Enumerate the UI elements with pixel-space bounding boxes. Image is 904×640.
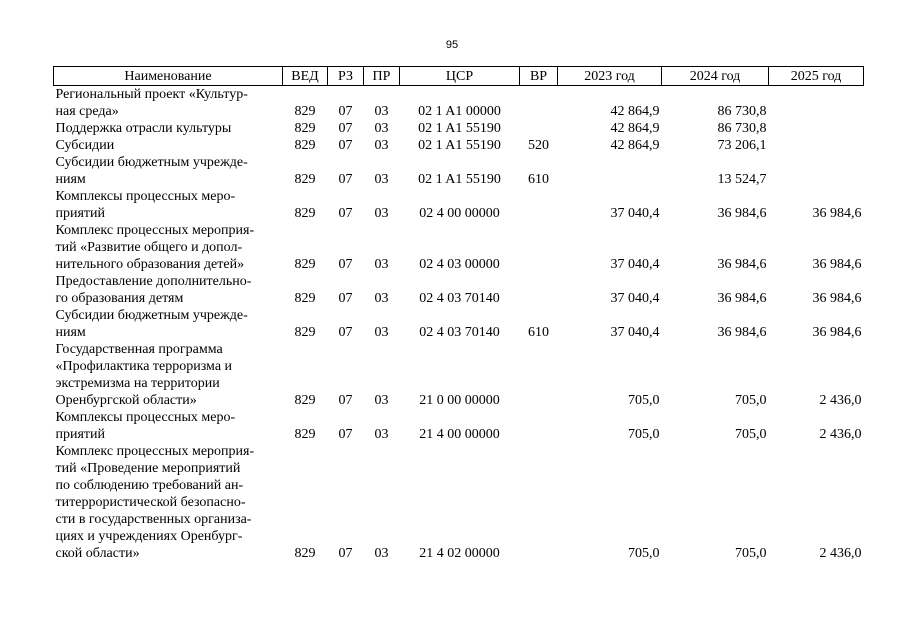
cell-name-line: экстремизма на территории (55, 376, 220, 391)
header-2025: 2025 год (769, 67, 864, 86)
cell-vr (520, 443, 558, 562)
cell-2024: 705,0 (735, 546, 767, 561)
cell-vr: 610 (528, 172, 549, 187)
cell-rz: 07 (338, 393, 353, 408)
table-row (54, 137, 864, 154)
cell-csr: 02 4 00 00000 (419, 206, 500, 221)
cell-pr: 03 (374, 172, 389, 187)
cell-name (54, 443, 283, 562)
cell-rz: 07 (338, 121, 353, 136)
cell-ved: 829 (294, 138, 316, 153)
cell-csr: 02 1 A1 55190 (418, 121, 501, 136)
cell-name-line: Комплекс процессных мероприя- (55, 223, 255, 238)
cell-csr: 02 4 03 00000 (419, 257, 500, 272)
cell-ved: 829 (294, 104, 316, 119)
cell-name-line: Комплексы процессных меро- (55, 410, 236, 425)
cell-pr: 03 (374, 546, 389, 561)
cell-vr (520, 120, 558, 137)
table-row (54, 341, 864, 409)
cell-rz: 07 (338, 138, 353, 153)
cell-2025: 2 436,0 (819, 546, 862, 561)
cell-pr: 03 (374, 206, 389, 221)
cell-2024: 36 984,6 (717, 206, 767, 221)
cell-2023: 37 040,4 (610, 325, 660, 340)
cell-2025: 36 984,6 (812, 206, 862, 221)
cell-csr: 02 1 A1 00000 (418, 104, 501, 119)
table-header-row (54, 67, 864, 86)
cell-name-line: сти в государственных организа- (55, 512, 252, 527)
cell-name-line: Субсидии (55, 138, 115, 153)
cell-rz: 07 (338, 427, 353, 442)
cell-pr: 03 (374, 138, 389, 153)
cell-2025 (769, 120, 864, 137)
cell-name-line: циях и учреждениях Оренбург- (55, 529, 243, 544)
cell-2025: 36 984,6 (812, 325, 862, 340)
cell-ved: 829 (294, 546, 316, 561)
cell-name-line: нительного образования детей» (55, 257, 245, 272)
cell-name-line: Комплекс процессных мероприя- (55, 444, 255, 459)
cell-name (54, 273, 283, 307)
cell-2024: 36 984,6 (717, 291, 767, 306)
cell-rz: 07 (338, 291, 353, 306)
cell-name-line: Субсидии бюджетным учрежде- (55, 155, 248, 170)
cell-name-line: по соблюдению требований ан- (55, 478, 244, 493)
cell-vr: 610 (528, 325, 549, 340)
cell-2023: 705,0 (628, 546, 660, 561)
cell-vr (520, 188, 558, 222)
cell-csr: 21 0 00 00000 (419, 393, 500, 408)
cell-pr: 03 (374, 291, 389, 306)
cell-name (54, 137, 283, 154)
cell-ved: 829 (294, 291, 316, 306)
cell-pr: 03 (374, 427, 389, 442)
table-row (54, 188, 864, 222)
cell-name-line: приятий (55, 427, 106, 442)
cell-vr (520, 409, 558, 443)
cell-name-line: ской области» (55, 546, 140, 561)
cell-name (54, 222, 283, 273)
header-vr: ВР (520, 67, 558, 86)
budget-table (53, 66, 864, 562)
cell-ved: 829 (294, 325, 316, 340)
cell-name-line: «Профилактика терроризма и (55, 359, 233, 374)
cell-name (54, 120, 283, 137)
cell-2023: 42 864,9 (610, 121, 660, 136)
cell-name-line: приятий (55, 206, 106, 221)
cell-2024: 86 730,8 (717, 121, 767, 136)
cell-2024: 73 206,1 (717, 138, 767, 153)
cell-2023: 37 040,4 (610, 206, 660, 221)
cell-2025: 36 984,6 (812, 257, 862, 272)
cell-name-line: Региональный проект «Культур- (55, 87, 248, 102)
cell-ved: 829 (294, 257, 316, 272)
cell-2024: 705,0 (735, 393, 767, 408)
cell-rz: 07 (338, 546, 353, 561)
cell-2023: 705,0 (628, 393, 660, 408)
cell-ved: 829 (294, 393, 316, 408)
cell-2025: 36 984,6 (812, 291, 862, 306)
cell-name-line: го образования детям (55, 291, 184, 306)
cell-vr (520, 222, 558, 273)
header-2024: 2024 год (662, 67, 769, 86)
cell-2023: 42 864,9 (610, 138, 660, 153)
cell-name-line: титеррористической безопасно- (55, 495, 246, 510)
cell-ved: 829 (294, 206, 316, 221)
header-ved: ВЕД (283, 67, 328, 86)
cell-name (54, 188, 283, 222)
cell-name-line: Государственная программа (55, 342, 223, 357)
cell-rz: 07 (338, 257, 353, 272)
cell-vr (520, 341, 558, 409)
cell-name (54, 409, 283, 443)
cell-2023: 37 040,4 (610, 291, 660, 306)
cell-rz: 07 (338, 325, 353, 340)
cell-ved: 829 (294, 172, 316, 187)
cell-2025 (769, 154, 864, 188)
cell-2025: 2 436,0 (819, 427, 862, 442)
table-row (54, 443, 864, 562)
cell-2023: 37 040,4 (610, 257, 660, 272)
cell-rz: 07 (338, 206, 353, 221)
cell-csr: 02 1 A1 55190 (418, 172, 501, 187)
cell-name-line: Предоставление дополнительно- (55, 274, 252, 289)
header-csr: ЦСР (400, 67, 520, 86)
cell-vr (520, 86, 558, 121)
cell-name (54, 154, 283, 188)
table-row (54, 409, 864, 443)
cell-name-line: тий «Проведение мероприятий (55, 461, 241, 476)
header-2023: 2023 год (558, 67, 662, 86)
cell-2023 (558, 154, 662, 188)
cell-ved: 829 (294, 427, 316, 442)
table-body (54, 86, 864, 563)
cell-rz: 07 (338, 104, 353, 119)
cell-2024: 36 984,6 (717, 325, 767, 340)
header-rz: РЗ (328, 67, 364, 86)
table-row (54, 273, 864, 307)
cell-2023: 42 864,9 (610, 104, 660, 119)
cell-name-line: Поддержка отрасли культуры (55, 121, 232, 136)
table-row (54, 222, 864, 273)
cell-name-line: тий «Развитие общего и допол- (55, 240, 243, 255)
cell-name-line: Оренбургской области» (55, 393, 197, 408)
cell-name-line: ная среда» (55, 104, 119, 119)
cell-2025: 2 436,0 (819, 393, 862, 408)
cell-csr: 21 4 02 00000 (419, 546, 500, 561)
table-row (54, 154, 864, 188)
cell-2025 (769, 137, 864, 154)
cell-rz: 07 (338, 172, 353, 187)
table-row (54, 86, 864, 121)
cell-ved: 829 (294, 121, 316, 136)
cell-2024: 13 524,7 (717, 172, 767, 187)
header-name: Наименование (54, 67, 283, 86)
cell-pr: 03 (374, 121, 389, 136)
cell-pr: 03 (374, 393, 389, 408)
cell-csr: 02 4 03 70140 (419, 325, 500, 340)
cell-csr: 21 4 00 00000 (419, 427, 500, 442)
table-row (54, 120, 864, 137)
cell-vr: 520 (528, 138, 549, 153)
header-pr: ПР (364, 67, 400, 86)
cell-2024: 36 984,6 (717, 257, 767, 272)
cell-name-line: ниям (55, 325, 86, 340)
cell-2023: 705,0 (628, 427, 660, 442)
cell-name (54, 341, 283, 409)
cell-csr: 02 1 A1 55190 (418, 138, 501, 153)
cell-2024: 86 730,8 (717, 104, 767, 119)
cell-2024: 705,0 (735, 427, 767, 442)
cell-pr: 03 (374, 325, 389, 340)
table-row (54, 307, 864, 341)
cell-name-line: Субсидии бюджетным учрежде- (55, 308, 248, 323)
cell-name-line: ниям (55, 172, 86, 187)
cell-vr (520, 273, 558, 307)
cell-pr: 03 (374, 257, 389, 272)
cell-name (54, 86, 283, 121)
cell-name (54, 307, 283, 341)
page-number: 95 (445, 39, 459, 51)
cell-name-line: Комплексы процессных меро- (55, 189, 236, 204)
cell-pr: 03 (374, 104, 389, 119)
cell-csr: 02 4 03 70140 (419, 291, 500, 306)
cell-2025 (769, 86, 864, 121)
